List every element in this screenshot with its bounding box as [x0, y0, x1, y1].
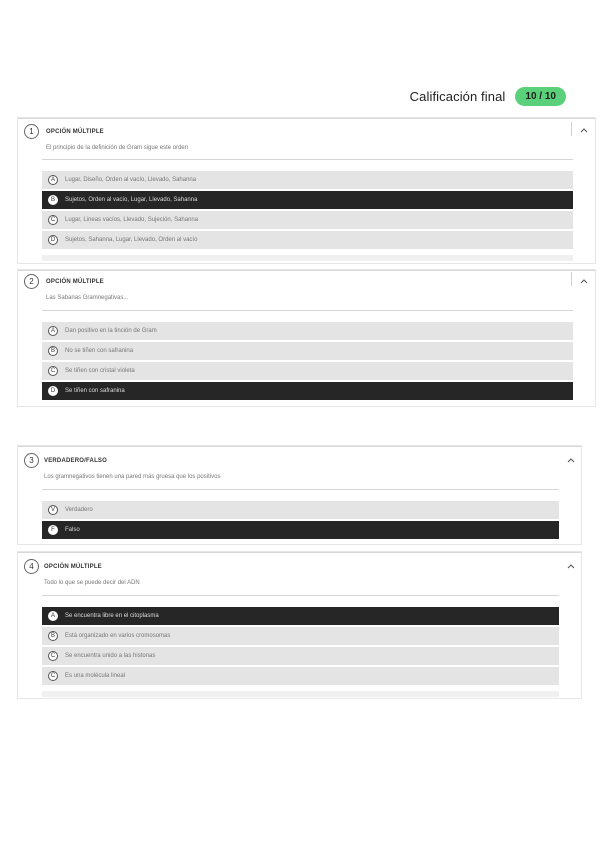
option-letter-c-icon: C: [48, 366, 58, 376]
score-badge: 10 / 10: [515, 87, 566, 106]
question-type: VERDADERO/FALSO: [44, 458, 108, 464]
option-letter-d-icon: D: [48, 386, 58, 396]
option-text: Se encuentra unido a las histonas: [65, 653, 156, 659]
question-number: 4: [24, 559, 39, 574]
option-text: Verdadero: [65, 507, 93, 513]
question-type: OPCIÓN MÚLTIPLE: [46, 279, 104, 285]
question-type: OPCIÓN MÚLTIPLE: [46, 129, 104, 135]
question-card-2: [17, 269, 596, 407]
option-text: Se tiñen con safranina: [65, 388, 125, 394]
collapse-chevron-icon[interactable]: [566, 455, 576, 465]
answer-option-c[interactable]: [42, 362, 573, 380]
question-card-3: [17, 445, 582, 545]
option-text: Se encuentra libre en el citoplasma: [65, 613, 159, 619]
answer-option-b[interactable]: [42, 627, 559, 645]
question-number: 1: [24, 124, 39, 139]
option-letter-b-icon: B: [48, 631, 58, 641]
option-letter-c2-icon: C: [48, 671, 58, 681]
option-letter-v-icon: V: [48, 505, 58, 515]
option-letter-c-icon: C: [48, 651, 58, 661]
answer-option-a[interactable]: [42, 322, 573, 340]
option-text: Falso: [65, 527, 80, 533]
option-text: Es una molécula lineal: [65, 673, 126, 679]
option-text: Sujetos, Orden al vacío, Lugar, Llevado, Sahanna: [65, 197, 198, 203]
question-prompt: Todo lo que se puede decir del ADN: [44, 580, 140, 586]
option-letter-f-icon: F: [48, 525, 58, 535]
option-letter-c-icon: C: [48, 215, 58, 225]
answer-option-c[interactable]: [42, 647, 559, 665]
answer-option-c[interactable]: [42, 211, 573, 229]
collapse-chevron-icon[interactable]: [579, 125, 589, 135]
option-text: Está organizado en varios cromosomas: [65, 633, 171, 639]
final-grade-header: [410, 87, 566, 106]
answer-option-d[interactable]: [42, 667, 559, 685]
question-prompt: El principio de la definición de Gram sigue este orden: [46, 145, 189, 151]
answer-option-b[interactable]: [42, 342, 573, 360]
option-letter-d-icon: D: [48, 235, 58, 245]
option-text: Sujetos, Sahanna, Lugar, Llevado, Orden al vacío: [65, 237, 198, 243]
collapse-chevron-icon[interactable]: [566, 561, 576, 571]
question-prompt: Las Sabanas Gramnegativas...: [46, 295, 129, 301]
question-number: 2: [24, 274, 39, 289]
option-text: Lugar, Lineas vacíos, Llevado, Sujeción, Sahanna: [65, 217, 199, 223]
option-text: No se tiñen con safranina: [65, 348, 134, 354]
option-letter-a-icon: A: [48, 611, 58, 621]
option-text: Lugar, Diseño, Orden al vacío, Llevado, Sahanna: [65, 177, 197, 183]
answer-option-a[interactable]: [42, 171, 573, 189]
question-card-1: [17, 117, 596, 264]
option-letter-b-icon: B: [48, 346, 58, 356]
answer-option-a[interactable]: [42, 607, 559, 625]
option-text: Se tiñen con cristal violeta: [65, 368, 135, 374]
option-letter-a-icon: A: [48, 326, 58, 336]
answer-option-d[interactable]: [42, 382, 573, 400]
option-letter-a-icon: A: [48, 175, 58, 185]
answer-option-true[interactable]: [42, 501, 559, 519]
final-grade-title: Calificación final: [409, 89, 506, 104]
answer-option-d[interactable]: [42, 231, 573, 249]
option-text: Dan positivo en la tinción de Gram: [65, 328, 157, 334]
collapse-chevron-icon[interactable]: [579, 276, 589, 286]
question-card-4: [17, 551, 582, 699]
question-number: 3: [24, 453, 39, 468]
question-prompt: Los gramnegativos tienen una pared más gruesa que los positivos: [44, 474, 221, 480]
answer-option-false[interactable]: [42, 521, 559, 539]
answer-option-b[interactable]: [42, 191, 573, 209]
question-type: OPCIÓN MÚLTIPLE: [44, 564, 102, 570]
option-letter-b-icon: B: [48, 195, 58, 205]
